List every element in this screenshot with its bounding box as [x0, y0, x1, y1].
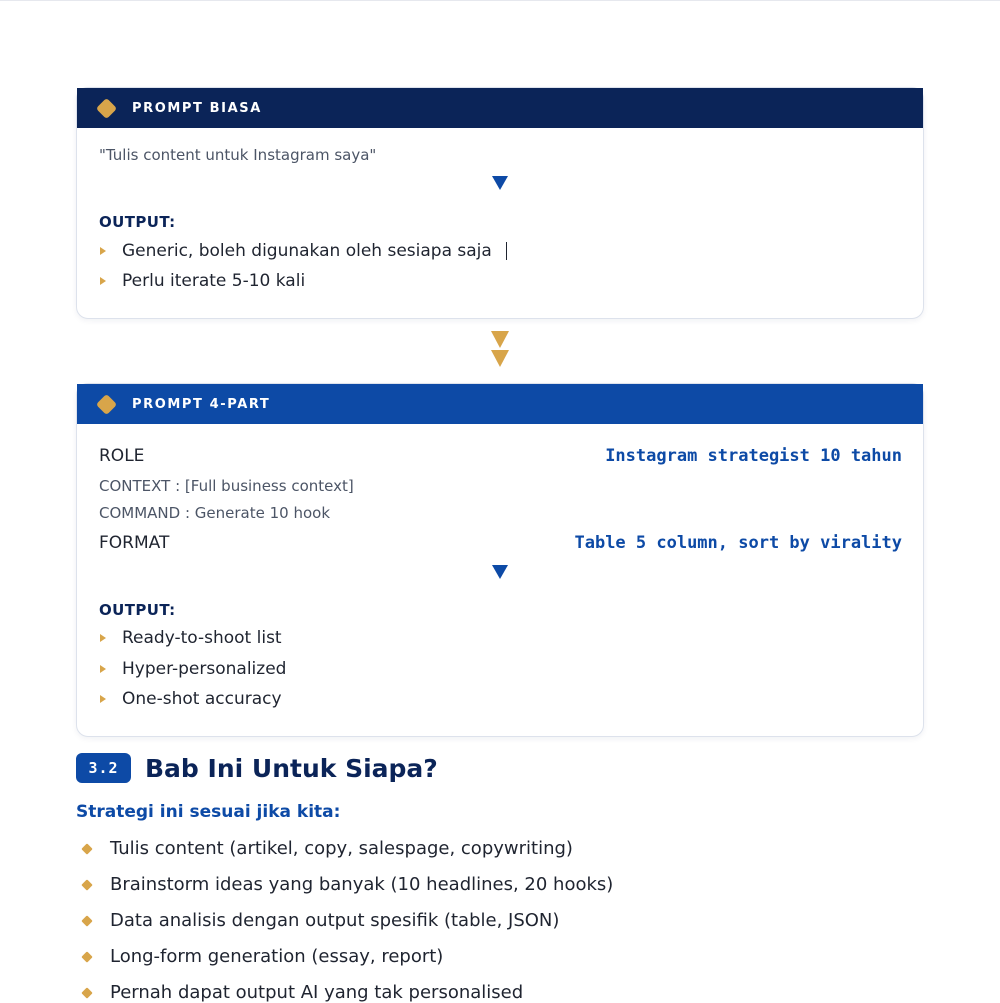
arrow-down-icon: [492, 565, 508, 579]
list-item-text: Brainstorm ideas yang banyak (10 headlines, 20 hooks): [110, 874, 614, 895]
arrow-down-icon: [491, 331, 509, 348]
list-item-text: Tulis content (artikel, copy, salespage, copywriting): [110, 838, 573, 859]
output-item: [99, 241, 507, 261]
list-item: [80, 838, 573, 859]
output-item: [99, 689, 282, 709]
arrow-down-icon: [492, 176, 508, 190]
role-label: ROLE: [99, 446, 145, 466]
diamond-bullet-icon: [81, 951, 92, 962]
triangle-right-icon: [100, 634, 106, 642]
output-item-text: Generic, boleh digunakan oleh sesiapa saja: [122, 241, 492, 261]
triangle-right-icon: [100, 695, 106, 703]
diamond-bullet-icon: [81, 915, 92, 926]
triangle-right-icon: [100, 247, 106, 255]
output-item: [99, 271, 305, 291]
list-item: [80, 910, 559, 931]
diamond-bullet-icon: [81, 843, 92, 854]
command-text: COMMAND : Generate 10 hook: [99, 504, 331, 522]
prompt-basic-header: [77, 88, 923, 128]
text-cursor-icon: [506, 242, 508, 260]
context-text: CONTEXT : [Full business context]: [99, 477, 354, 495]
output-item: [99, 628, 282, 648]
diamond-icon: [96, 393, 117, 414]
list-item-text: Pernah dapat output AI yang tak personalised: [110, 982, 524, 1003]
triangle-right-icon: [100, 665, 106, 673]
list-item: [80, 946, 443, 967]
output-label: OUTPUT:: [99, 601, 176, 619]
section-number-badge: 3.2: [76, 753, 131, 783]
prompt-4part-header: [77, 384, 923, 424]
list-item-text: Long-form generation (essay, report): [110, 946, 444, 967]
role-value: Instagram strategist 10 tahun: [605, 446, 902, 466]
diamond-bullet-icon: [81, 879, 92, 890]
prompt-basic-title: PROMPT BIASA: [132, 100, 262, 116]
diamond-icon: [96, 97, 117, 118]
prompt-basic-text: "Tulis content untuk Instagram saya": [99, 146, 377, 164]
list-item: [80, 982, 523, 1003]
triangle-right-icon: [100, 277, 106, 285]
list-item: [80, 874, 613, 895]
double-arrow-down-icon: [491, 331, 509, 369]
section-subheading: Strategi ini sesuai jika kita:: [76, 802, 341, 822]
prompt-4part-title: PROMPT 4-PART: [132, 396, 271, 412]
output-item-text: Ready-to-shoot list: [122, 628, 282, 648]
output-label: OUTPUT:: [99, 213, 176, 231]
output-item: [99, 659, 286, 679]
format-value: Table 5 column, sort by virality: [574, 533, 902, 553]
arrow-down-icon: [491, 350, 509, 367]
section-heading: [76, 753, 438, 783]
list-item-text: Data analisis dengan output spesifik (table, JSON): [110, 910, 560, 931]
prompt-4part-card: [76, 383, 924, 737]
output-item-text: One-shot accuracy: [122, 689, 282, 709]
diamond-bullet-icon: [81, 987, 92, 998]
format-label: FORMAT: [99, 533, 170, 553]
prompt-basic-card: [76, 87, 924, 319]
section-title: Bab Ini Untuk Siapa?: [145, 753, 438, 783]
output-item-text: Perlu iterate 5-10 kali: [122, 271, 306, 291]
output-item-text: Hyper-personalized: [122, 659, 287, 679]
